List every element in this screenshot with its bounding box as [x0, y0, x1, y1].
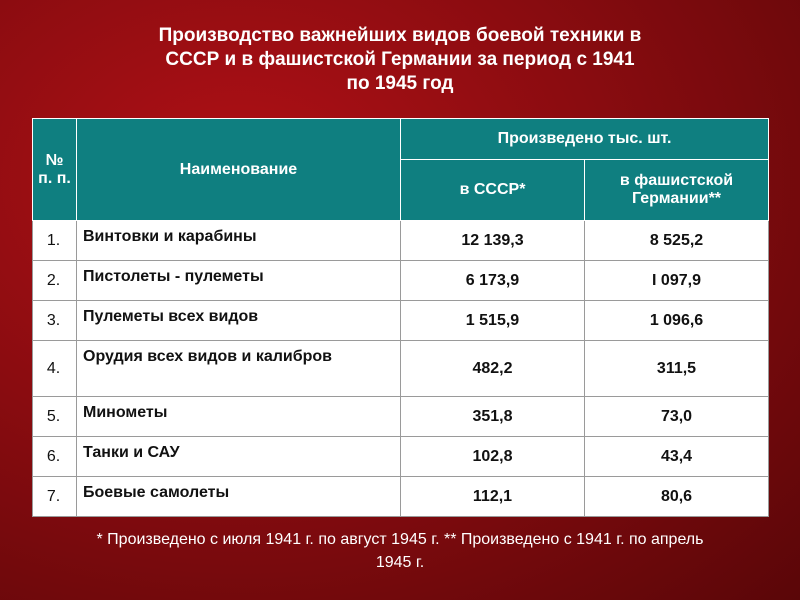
table-row: [33, 301, 769, 341]
production-table: [32, 118, 769, 517]
header-produced: Произведено тыс. шт.: [401, 119, 769, 160]
row-germany-value: 1 096,6: [585, 301, 769, 341]
header-row-1: [33, 119, 769, 160]
row-name: Минометы: [77, 397, 401, 437]
row-germany-value: I 097,9: [585, 261, 769, 301]
row-number: 2.: [33, 261, 77, 301]
row-ussr-value: 12 139,3: [401, 221, 585, 261]
row-number: 1.: [33, 221, 77, 261]
row-name: Пистолеты - пулеметы: [77, 261, 401, 301]
row-ussr-value: 102,8: [401, 437, 585, 477]
row-name: Винтовки и карабины: [77, 221, 401, 261]
table-row: [33, 261, 769, 301]
header-germany: в фашистской Германии**: [585, 160, 769, 221]
row-number: 6.: [33, 437, 77, 477]
title-line-2: СССР и в фашистской Германии за период с 1941: [165, 49, 635, 70]
row-name: Пулеметы всех видов: [77, 301, 401, 341]
table-row: [33, 477, 769, 517]
row-ussr-value: 112,1: [401, 477, 585, 517]
row-name: Орудия всех видов и калибров: [77, 341, 401, 397]
row-number: 5.: [33, 397, 77, 437]
header-ussr: в СССР*: [401, 160, 585, 221]
row-number: 7.: [33, 477, 77, 517]
row-number: 4.: [33, 341, 77, 397]
table-row: [33, 437, 769, 477]
row-name: Танки и САУ: [77, 437, 401, 477]
table-row: [33, 341, 769, 397]
row-name: Боевые самолеты: [77, 477, 401, 517]
row-ussr-value: 1 515,9: [401, 301, 585, 341]
row-ussr-value: 6 173,9: [401, 261, 585, 301]
slide-title: [90, 24, 710, 96]
row-number: 3.: [33, 301, 77, 341]
table-row: [33, 221, 769, 261]
row-germany-value: 43,4: [585, 437, 769, 477]
row-germany-value: 8 525,2: [585, 221, 769, 261]
row-germany-value: 311,5: [585, 341, 769, 397]
table-row: [33, 397, 769, 437]
footnote: [16, 528, 784, 574]
header-number: № п. п.: [33, 119, 77, 221]
footnote-line-1: * Произведено с июля 1941 г. по август 1945 г. ** Произведено с 1941 г. по апрель: [96, 531, 704, 548]
footnote-line-2: 1945 г.: [375, 554, 425, 571]
row-ussr-value: 351,8: [401, 397, 585, 437]
title-line-1: Производство важнейших видов боевой техники в: [158, 25, 642, 46]
row-germany-value: 80,6: [585, 477, 769, 517]
title-line-3: по 1945 год: [346, 73, 454, 94]
row-ussr-value: 482,2: [401, 341, 585, 397]
header-name: Наименование: [77, 119, 401, 221]
row-germany-value: 73,0: [585, 397, 769, 437]
